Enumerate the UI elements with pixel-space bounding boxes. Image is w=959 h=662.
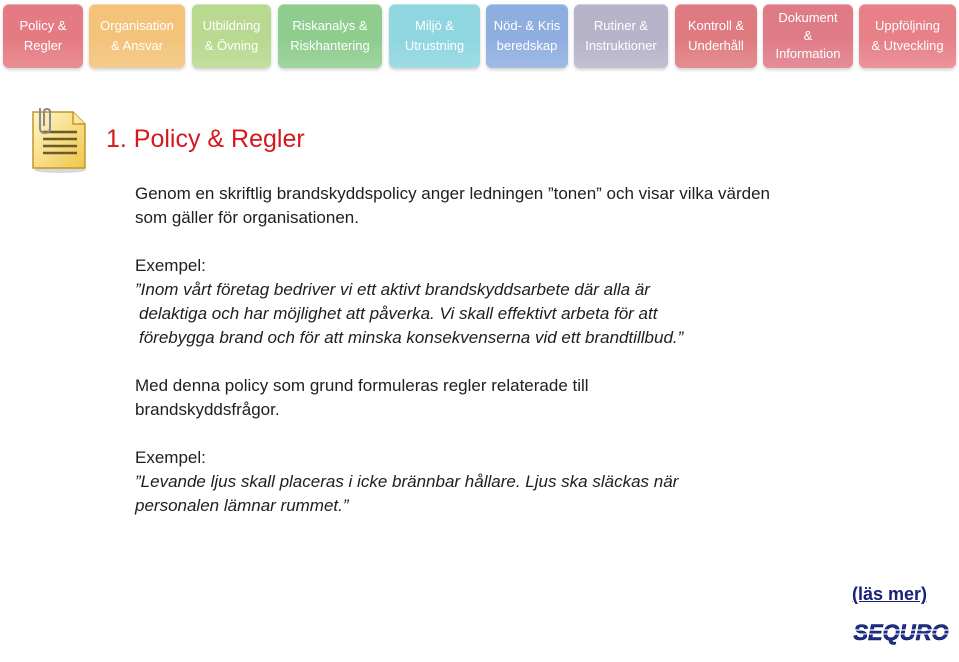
tab-label: Policy & xyxy=(19,18,67,33)
tab-label: Riskhantering xyxy=(290,38,370,53)
example-quote-line: ”Inom vårt företag bedriver vi ett aktivt brandskyddsarbete där alla är xyxy=(135,280,650,299)
tab-label: Riskanalys & xyxy=(292,18,368,33)
sequro-logo xyxy=(849,619,954,649)
tab-label: & Utveckling xyxy=(871,38,944,53)
tab-label: Regler xyxy=(23,38,63,53)
content-area xyxy=(135,182,775,518)
tab-organisation-ansvar[interactable] xyxy=(89,4,185,68)
tab-label: Miljö & xyxy=(414,18,454,33)
svg-text:SEQURO: SEQURO xyxy=(853,620,949,645)
tab-label: Utbildning xyxy=(202,18,261,33)
tab-utbildning-ovning[interactable] xyxy=(192,4,271,68)
tab-label: Underhåll xyxy=(688,38,744,53)
tab-dokument-information[interactable] xyxy=(763,4,853,68)
tab-label: Kontroll & xyxy=(687,18,745,33)
tab-label: beredskap xyxy=(496,38,558,53)
tab-label: Nöd- & Kris xyxy=(493,18,561,33)
tab-bar xyxy=(0,0,959,76)
tab-rutiner-instruktioner[interactable] xyxy=(574,4,668,68)
tab-kontroll-underhall[interactable] xyxy=(675,4,757,68)
example-label: Exempel: xyxy=(135,256,206,275)
example-quote-line: förebygga brand och för att minska konsekvenserna vid ett brandtillbud.” xyxy=(139,328,684,347)
tab-label: Uppföljning xyxy=(874,18,941,33)
tab-miljo-utrustning[interactable] xyxy=(389,4,480,68)
tab-label: Rutiner & xyxy=(593,18,649,33)
example-quote: ”Levande ljus skall placeras i icke brännbar hållare. Ljus ska släckas när personalen lämnar rummet.” xyxy=(135,472,679,515)
intro-paragraph: Genom en skriftlig brandskyddspolicy anger ledningen ”tonen” och visar vilka värden som gäller för organisationen. xyxy=(135,184,771,227)
tab-riskanalys-riskhantering[interactable] xyxy=(278,4,382,68)
tab-label: Utrustning xyxy=(404,38,465,53)
page-title: 1. Policy & Regler xyxy=(106,125,305,153)
tab-nod-kris-beredskap[interactable] xyxy=(486,4,568,68)
tab-label: & xyxy=(803,28,813,43)
example-quote-line: delaktiga och har möjlighet att påverka. Vi skall effektivt arbeta för att xyxy=(139,304,658,323)
tab-label: Organisation xyxy=(100,18,174,33)
tab-label: & Ansvar xyxy=(110,38,164,53)
tab-label: Instruktioner xyxy=(585,38,657,53)
document-icon xyxy=(27,106,93,174)
read-more-link[interactable]: (läs mer) xyxy=(852,584,928,604)
tab-label: & Övning xyxy=(204,38,259,53)
example-label: Exempel: xyxy=(135,448,206,467)
tab-label: Information xyxy=(775,46,841,61)
tab-label: Dokument xyxy=(778,10,838,25)
tab-policy-regler[interactable] xyxy=(3,4,83,68)
tab-uppfoljning-utveckling[interactable] xyxy=(859,4,956,68)
policy-paragraph: Med denna policy som grund formuleras regler relaterade till brandskyddsfrågor. xyxy=(135,376,589,419)
